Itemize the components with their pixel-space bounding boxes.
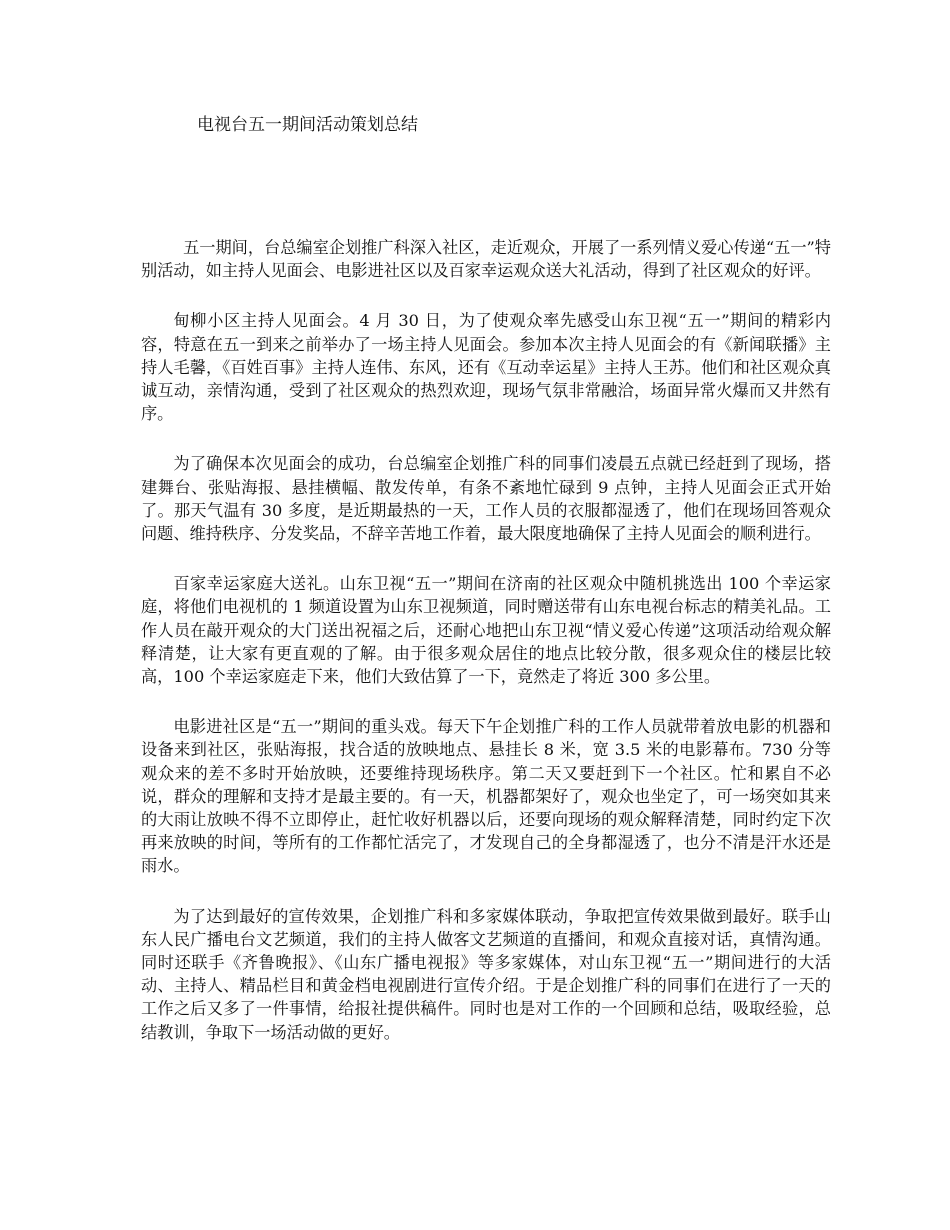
paragraph-media-promotion: 为了达到最好的宣传效果，企划推广科和多家媒体联动，争取把宣传效果做到最好。联手山东人民广播电台文艺频道，我们的主持人做客文艺频道的直播间，和观众直接对话，真情沟通。同时还联手《齐鲁晚报》、《山东广播电视报》等多家媒体，对山东卫视“五一”期间进行的大活动、主持人、精品栏目和黄金档电视剧进行宣传介绍。于是企划推广科的同事们在进行了一天的工作之后又多了一件事情，给报社提供稿件。同时也是对工作的一个回顾和总结，吸取经验，总结教训，争取下一场活动做的更好。 bbox=[141, 906, 831, 1042]
document-body bbox=[141, 236, 831, 1071]
paragraph-movie-community: 电影进社区是“五一”期间的重头戏。每天下午企划推广科的工作人员就带着放电影的机器和设备来到社区，张贴海报，找合适的放映地点、悬挂长 8 米，宽 3.5 米的电影幕布。730 分等观众来的差不多时开始放映，还要维持现场秩序。第二天又要赶到下一个社区。忙和累自不必说，群众的理解和支持才是最主要的。有一天，机器都架好了，观众也坐定了，可一场突如其来的大雨让放映不得不立即停止，赶忙收好机器以后，还要向现场的观众解释清楚，同时约定下次再来放映的时间，等所有的工作都忙活完了，才发现自己的全身都湿透了，也分不清是汗水还是雨水。 bbox=[141, 717, 831, 876]
paragraph-lucky-families: 百家幸运家庭大送礼。山东卫视“五一”期间在济南的社区观众中随机挑选出 100 个幸运家庭，将他们电视机的 1 频道设置为山东卫视频道，同时赠送带有山东电视台标志的精美礼品。工作人员在敲开观众的大门送出祝福之后，还耐心地把山东卫视“情义爱心传递”这项活动给观众解释清楚，让大家有更直观的了解。由于很多观众居住的地点比较分散，很多观众住的楼层比较高，100 个幸运家庭走下来，他们大致估算了一下，竟然走了将近 300 多公里。 bbox=[141, 574, 831, 687]
paragraph-host-meeting: 甸柳小区主持人见面会。4 月 30 日，为了使观众率先感受山东卫视“五一”期间的精彩内容，特意在五一到来之前举办了一场主持人见面会。参加本次主持人见面会的有《新闻联播》主持人毛馨，《百姓百事》主持人连伟、东风，还有《互动幸运星》主持人王苏。他们和社区观众真诚互动，亲情沟通，受到了社区观众的热烈欢迎，现场气氛非常融洽，场面异常火爆而又井然有序。 bbox=[141, 311, 831, 424]
document-title: 电视台五一期间活动策划总结 bbox=[197, 115, 418, 135]
paragraph-preparation: 为了确保本次见面会的成功，台总编室企划推广科的同事们凌晨五点就已经赶到了现场，搭建舞台、张贴海报、悬挂横幅、散发传单，有条不紊地忙碌到 9 点钟，主持人见面会正式开始了。那天气温有 30 多度，是近期最热的一天，工作人员的衣服都湿透了，他们在现场回答观众问题、维持秩序、分发奖品，不辞辛苦地工作着，最大限度地确保了主持人见面会的顺利进行。 bbox=[141, 454, 831, 544]
paragraph-intro: 五一期间，台总编室企划推广科深入社区，走近观众，开展了一系列情义爱心传递“五一”特别活动，如主持人见面会、电影进社区以及百家幸运观众送大礼活动，得到了社区观众的好评。 bbox=[141, 238, 831, 281]
